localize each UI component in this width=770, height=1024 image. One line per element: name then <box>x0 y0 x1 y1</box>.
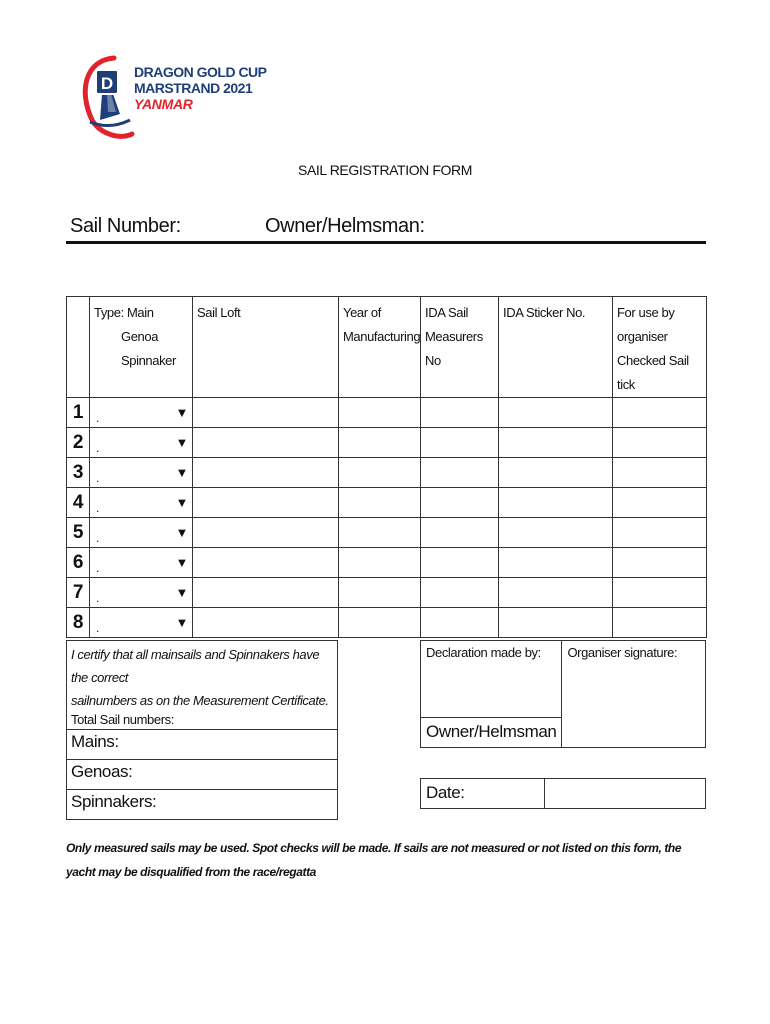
ida-measurers-cell[interactable] <box>421 578 499 608</box>
sail-type-value: . <box>96 561 99 575</box>
organiser-label-1: For use by <box>617 305 675 320</box>
organiser-check-cell[interactable] <box>613 518 707 548</box>
ida-sticker-cell[interactable] <box>499 578 613 608</box>
year-cell[interactable] <box>339 488 421 518</box>
dropdown-arrow-icon[interactable]: ▼ <box>175 555 188 570</box>
organiser-label-2: organiser <box>617 329 668 344</box>
type-genoa-label: Genoa <box>121 329 159 344</box>
sail-loft-cell[interactable] <box>193 398 339 428</box>
year-column-header <box>339 297 421 398</box>
organiser-check-cell[interactable] <box>613 608 707 638</box>
sail-loft-label: Sail Loft <box>197 305 241 320</box>
ida-sticker-cell[interactable] <box>499 518 613 548</box>
sail-type-value: . <box>96 501 99 515</box>
sail-number-label: Sail Number: <box>70 215 181 237</box>
sail-type-dropdown[interactable] <box>90 518 193 548</box>
dropdown-arrow-icon[interactable]: ▼ <box>175 405 188 420</box>
sail-type-dropdown[interactable] <box>90 458 193 488</box>
spinnakers-field[interactable]: Spinnakers: <box>67 790 338 820</box>
ida-measurers-column-header <box>421 297 499 398</box>
year-label-1: Year of <box>343 305 381 320</box>
ida-measurers-label-1: IDA Sail <box>425 305 469 320</box>
year-cell[interactable] <box>339 458 421 488</box>
certification-statement <box>67 641 338 730</box>
sail-row <box>67 458 707 488</box>
row-number: 3 <box>67 458 90 488</box>
declaration-table <box>420 640 706 748</box>
row-number: 8 <box>67 608 90 638</box>
genoas-field[interactable]: Genoas: <box>67 760 338 790</box>
sail-loft-cell[interactable] <box>193 458 339 488</box>
year-cell[interactable] <box>339 398 421 428</box>
dropdown-arrow-icon[interactable]: ▼ <box>175 585 188 600</box>
disqualification-notice: Only measured sails may be used. Spot checks will be made. If sails are not measured or not listed on this form, the yacht may be disqualified from the race/regatta <box>66 841 682 879</box>
row-number: 2 <box>67 428 90 458</box>
ida-measurers-cell[interactable] <box>421 548 499 578</box>
sail-type-dropdown[interactable] <box>90 578 193 608</box>
row-number: 1 <box>67 398 90 428</box>
header-divider <box>66 241 706 244</box>
ida-measurers-cell[interactable] <box>421 398 499 428</box>
sail-type-value: . <box>96 531 99 545</box>
ida-sticker-label: IDA Sticker No. <box>503 305 586 320</box>
sail-type-value: . <box>96 621 99 635</box>
organiser-signature-label: Organiser signature: <box>567 645 678 660</box>
year-label-2: Manufacturing <box>343 329 421 344</box>
logo-line-dragon-gold-cup: DRAGON GOLD CUP <box>134 64 267 80</box>
organiser-check-cell[interactable] <box>613 488 707 518</box>
date-field[interactable] <box>544 779 705 809</box>
sail-row <box>67 518 707 548</box>
sail-type-value: . <box>96 471 99 485</box>
row-number: 5 <box>67 518 90 548</box>
ida-sticker-cell[interactable] <box>499 398 613 428</box>
form-title: SAIL REGISTRATION FORM <box>298 162 472 178</box>
sail-row <box>67 398 707 428</box>
sail-type-value: . <box>96 411 99 425</box>
ida-sticker-cell[interactable] <box>499 548 613 578</box>
logo-line-yanmar: YANMAR <box>134 96 193 112</box>
sail-loft-cell[interactable] <box>193 608 339 638</box>
sail-type-dropdown[interactable] <box>90 428 193 458</box>
dropdown-arrow-icon[interactable]: ▼ <box>175 615 188 630</box>
logo-wordmark <box>134 64 267 112</box>
sailboat-emblem-icon <box>85 58 132 136</box>
logo-line-marstrand: MARSTRAND 2021 <box>134 80 253 96</box>
sail-row <box>67 428 707 458</box>
sail-loft-cell[interactable] <box>193 488 339 518</box>
ida-measurers-cell[interactable] <box>421 608 499 638</box>
certification-line-1: I certify that all mainsails and Spinnakers have the correct <box>71 647 320 685</box>
sail-loft-cell[interactable] <box>193 578 339 608</box>
sail-loft-cell[interactable] <box>193 518 339 548</box>
emblem-letter: D <box>100 74 114 93</box>
organiser-check-cell[interactable] <box>613 398 707 428</box>
number-column-header <box>67 297 90 398</box>
sail-type-dropdown[interactable] <box>90 608 193 638</box>
sail-row <box>67 578 707 608</box>
ida-measurers-cell[interactable] <box>421 458 499 488</box>
dropdown-arrow-icon[interactable]: ▼ <box>175 525 188 540</box>
sail-row <box>67 488 707 518</box>
ida-measurers-cell[interactable] <box>421 518 499 548</box>
dropdown-arrow-icon[interactable]: ▼ <box>175 495 188 510</box>
dropdown-arrow-icon[interactable]: ▼ <box>175 435 188 450</box>
owner-helmsman-signature-field[interactable]: Owner/Helmsman <box>421 718 562 748</box>
organiser-check-cell[interactable] <box>613 548 707 578</box>
row-number: 6 <box>67 548 90 578</box>
row-number: 7 <box>67 578 90 608</box>
declaration-made-by-label: Declaration made by: <box>421 641 562 718</box>
sail-type-dropdown[interactable] <box>90 488 193 518</box>
type-spinnaker-label: Spinnaker <box>121 353 176 368</box>
ida-sticker-column-header <box>499 297 613 398</box>
organiser-signature-field[interactable] <box>562 641 706 748</box>
sail-row <box>67 548 707 578</box>
certificate-table <box>66 640 338 820</box>
sail-loft-cell[interactable] <box>193 548 339 578</box>
row-number: 4 <box>67 488 90 518</box>
ida-measurers-cell[interactable] <box>421 428 499 458</box>
sail-row <box>67 608 707 638</box>
ida-measurers-cell[interactable] <box>421 488 499 518</box>
organiser-check-cell[interactable] <box>613 458 707 488</box>
sail-type-value: . <box>96 441 99 455</box>
sail-type-dropdown[interactable] <box>90 398 193 428</box>
organiser-check-cell[interactable] <box>613 578 707 608</box>
date-label: Date: <box>421 779 545 809</box>
certification-line-2: sailnumbers as on the Measurement Certificate. <box>71 693 329 708</box>
sail-loft-cell[interactable] <box>193 428 339 458</box>
ida-sticker-cell[interactable] <box>499 608 613 638</box>
sail-type-dropdown[interactable] <box>90 548 193 578</box>
sail-table-header <box>67 297 707 398</box>
type-column-header <box>90 297 193 398</box>
sail-table <box>66 296 707 638</box>
year-cell[interactable] <box>339 428 421 458</box>
year-cell[interactable] <box>339 518 421 548</box>
year-cell[interactable] <box>339 608 421 638</box>
mains-field[interactable]: Mains: <box>67 730 338 760</box>
owner-helmsman-label: Owner/Helmsman: <box>265 215 425 237</box>
organiser-label-3: Checked Sail tick <box>617 353 689 392</box>
date-table <box>420 778 706 809</box>
ida-measurers-label-2: Measurers No <box>425 329 483 368</box>
organiser-column-header <box>613 297 707 398</box>
organiser-check-cell[interactable] <box>613 428 707 458</box>
year-cell[interactable] <box>339 548 421 578</box>
total-sail-numbers-label: Total Sail numbers: <box>71 712 174 727</box>
year-cell[interactable] <box>339 578 421 608</box>
ida-sticker-cell[interactable] <box>499 428 613 458</box>
dropdown-arrow-icon[interactable]: ▼ <box>175 465 188 480</box>
ida-sticker-cell[interactable] <box>499 488 613 518</box>
sail-loft-column-header <box>193 297 339 398</box>
type-main-label: Type: Main <box>94 305 154 320</box>
ida-sticker-cell[interactable] <box>499 458 613 488</box>
sail-type-value: . <box>96 591 99 605</box>
